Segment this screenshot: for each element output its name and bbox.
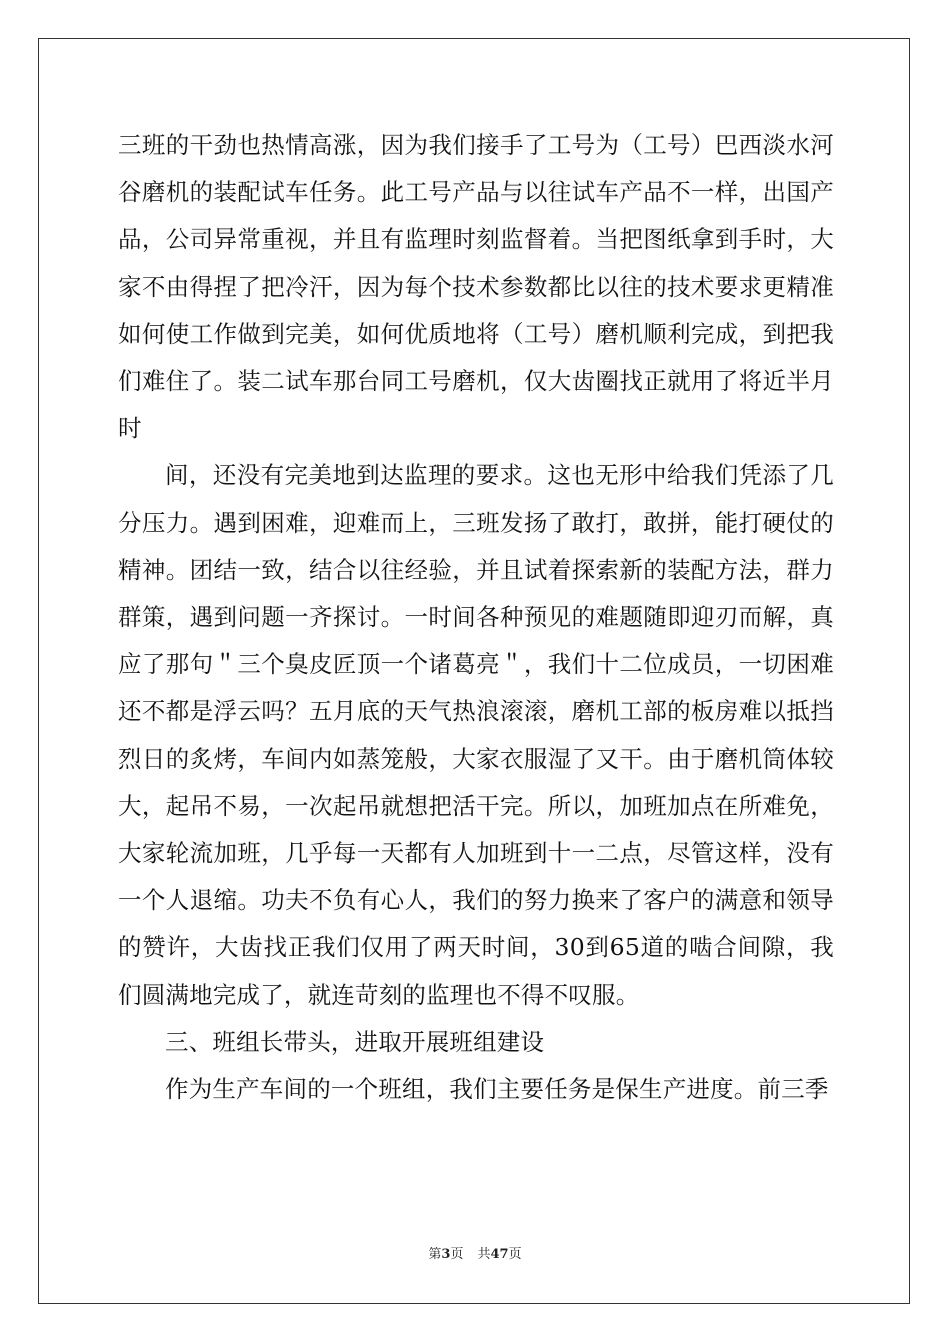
total-pages: 47 bbox=[490, 1247, 509, 1262]
paragraph-3: 作为生产车间的一个班组，我们主要任务是保生产进度。前三季 bbox=[165, 1075, 829, 1104]
total-prefix: 共 bbox=[477, 1247, 491, 1262]
total-suffix: 页 bbox=[508, 1247, 522, 1262]
page-footer bbox=[0, 1246, 950, 1264]
paragraph-2: 间，还没有完美地到达监理的要求。这也无形中给我们凭添了几分压力。遇到困难，迎难而上，三班发扬了敢打，敢拼，能打硬仗的精神。团结一致，结合以往经验，并且试着探索新的装配方法，群力群策，遇到问题一齐探讨。一时间各种预见的难题随即迎刃而解，真应了那句＂三个臭皮匠顶一个诸葛亮＂，我们十二位成员，一切困难还不都是浮云吗？五月底的天气热浪滚滚，磨机工部的板房难以抵挡烈日的炙烤，车间内如蒸笼般，大家衣服湿了又干。由于磨机筒体较大，起吊不易，一次起吊就想把活干完。所以，加班加点在所难免，大家轮流加班，几乎每一天都有人加班到十一二点，尽管这样，没有一个人退缩。功夫不负有心人，我们的努力换来了客户的满意和领导的赞许，大齿找正我们仅用了两天时间，30到65道的啮合间隙，我们圆满地完成了，就连苛刻的监理也不得不叹服。 bbox=[118, 461, 834, 1009]
document-body bbox=[118, 122, 834, 1113]
page-prefix: 第 bbox=[428, 1247, 442, 1262]
paragraph-1: 三班的干劲也热情高涨，因为我们接手了工号为（工号）巴西淡水河谷磨机的装配试车任务。此工号产品与以往试车产品不一样，出国产品，公司异常重视，并且有监理时刻监督着。当把图纸拿到手时，大家不由得捏了把冷汗，因为每个技术参数都比以往的技术要求更精准如何使工作做到完美，如何优质地将（工号）磨机顺利完成，到把我们难住了。装二试车那台同工号磨机，仅大齿圈找正就用了将近半月时 bbox=[118, 131, 834, 443]
page-suffix: 页 bbox=[450, 1247, 464, 1262]
section-heading: 三、班组长带头，进取开展班组建设 bbox=[165, 1027, 545, 1056]
page-number: 3 bbox=[441, 1247, 451, 1262]
